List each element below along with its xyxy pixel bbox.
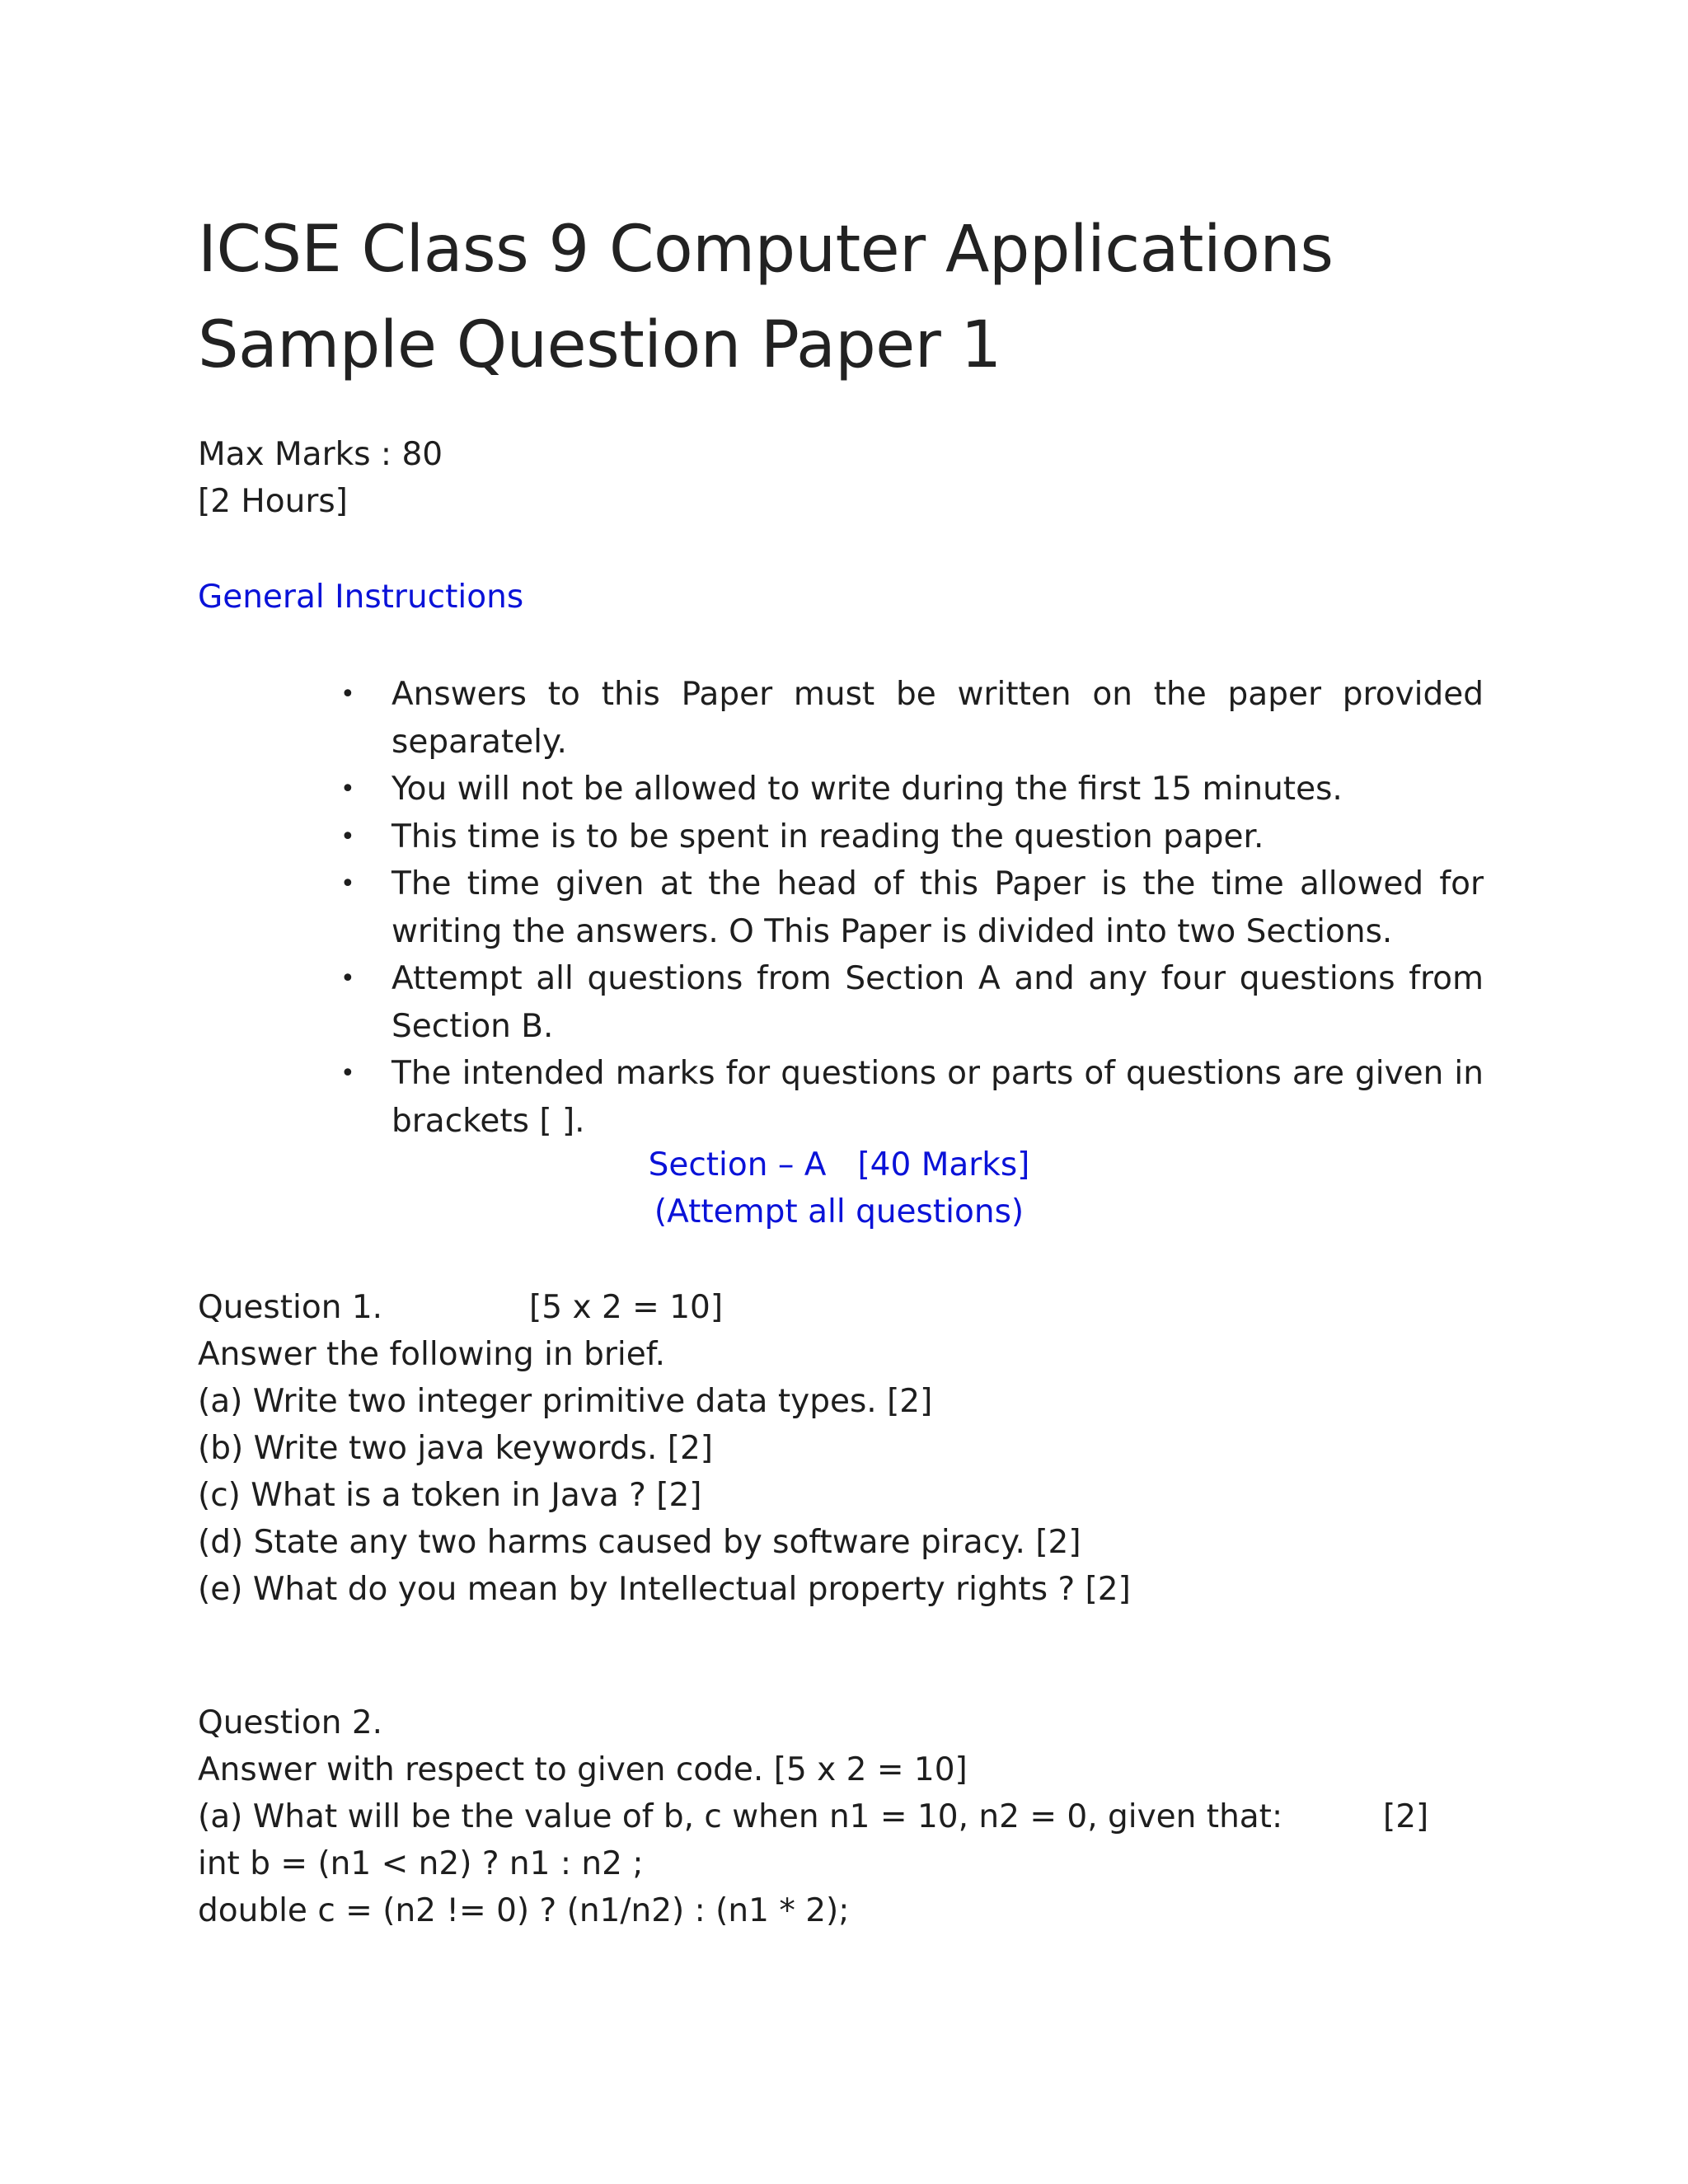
section-a-heading: [198, 1141, 1480, 1188]
instruction-text: You will not be allowed to write during the first 15 minutes.: [392, 771, 1343, 808]
title-line-1: ICSE Class 9 Computer Applications: [198, 213, 1334, 287]
page-title: [198, 202, 1333, 393]
question-2-part-a-marks: [2]: [1383, 1798, 1429, 1835]
instruction-text: The intended marks for questions or parts of questions are given in brackets [ ].: [392, 1055, 1484, 1140]
code-line: int b = (n1 < n2) ? n1 : n2 ;: [198, 1845, 644, 1882]
max-marks: Max Marks : 80: [198, 436, 443, 473]
instructions-heading: General Instructions: [198, 579, 524, 616]
question-1-part: (d) State any two harms caused by software piracy. [2]: [198, 1524, 1081, 1561]
bullet-icon: •: [340, 822, 355, 851]
duration: [2 Hours]: [198, 483, 348, 520]
bullet-icon: •: [340, 964, 355, 993]
code-line: double c = (n2 != 0) ? (n1/n2) : (n1 * 2);: [198, 1892, 850, 1929]
question-2-label: Question 2.: [198, 1704, 383, 1741]
question-1-part: (e) What do you mean by Intellectual property rights ? [2]: [198, 1571, 1131, 1608]
section-a-name: Section – A: [648, 1146, 827, 1183]
instruction-item: [340, 813, 1484, 861]
instruction-text: This time is to be spent in reading the question paper.: [392, 818, 1264, 855]
question-1-marks: [5 x 2 = 10]: [529, 1289, 724, 1326]
bullet-icon: •: [340, 775, 355, 804]
instruction-item: [340, 1050, 1484, 1145]
bullet-icon: •: [340, 1059, 355, 1088]
question-2-prompt: Answer with respect to given code. [5 x 2 = 10]: [198, 1751, 968, 1788]
question-1-header: [198, 1284, 723, 1331]
question-paper-page: [198, 0, 1484, 2184]
instruction-item: [340, 766, 1484, 813]
instruction-text: The time given at the head of this Paper is the time allowed for writing the answers. O This Paper is divided into two Sections.: [392, 865, 1484, 950]
bullet-icon: •: [340, 680, 355, 709]
bullet-icon: •: [340, 869, 355, 898]
instruction-text: Attempt all questions from Section A and any four questions from Section B.: [392, 960, 1484, 1045]
instruction-item: [340, 860, 1484, 955]
title-line-2: Sample Question Paper 1: [198, 308, 1001, 382]
question-1-part: (a) Write two integer primitive data types. [2]: [198, 1383, 933, 1420]
instructions-list: [340, 671, 1484, 1145]
question-2-part-a: (a) What will be the value of b, c when n1 = 10, n2 = 0, given that:: [198, 1798, 1283, 1835]
section-a-subheading: (Attempt all questions): [654, 1193, 1025, 1230]
question-1-prompt: Answer the following in brief.: [198, 1336, 666, 1373]
section-a-marks: [40 Marks]: [857, 1146, 1030, 1183]
instruction-text: Answers to this Paper must be written on the paper provided separately.: [392, 676, 1484, 761]
question-1-part: (b) Write two java keywords. [2]: [198, 1430, 713, 1467]
question-1-label: Question 1.: [198, 1289, 383, 1326]
instruction-item: [340, 955, 1484, 1050]
question-1-part: (c) What is a token in Java ? [2]: [198, 1477, 702, 1514]
instruction-item: [340, 671, 1484, 766]
